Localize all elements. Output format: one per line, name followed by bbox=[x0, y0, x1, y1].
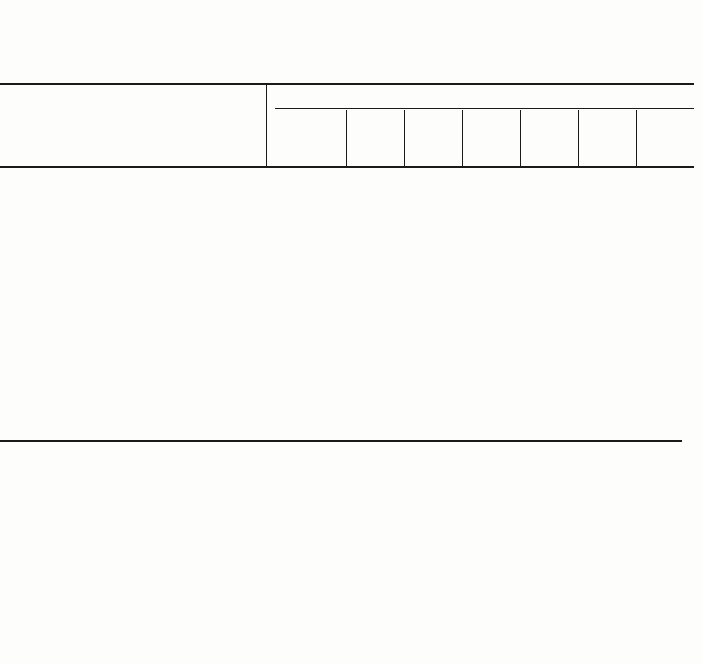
table-top-rule bbox=[0, 83, 694, 85]
column-divider bbox=[520, 110, 521, 166]
column-divider bbox=[462, 110, 463, 166]
summary-rule bbox=[0, 440, 682, 442]
column-divider bbox=[578, 110, 579, 166]
table-header-rule bbox=[0, 166, 694, 168]
column-divider bbox=[636, 110, 637, 166]
column-divider bbox=[404, 110, 405, 166]
group-header-rule bbox=[275, 108, 694, 109]
column-divider bbox=[346, 110, 347, 166]
column-divider bbox=[266, 85, 267, 166]
